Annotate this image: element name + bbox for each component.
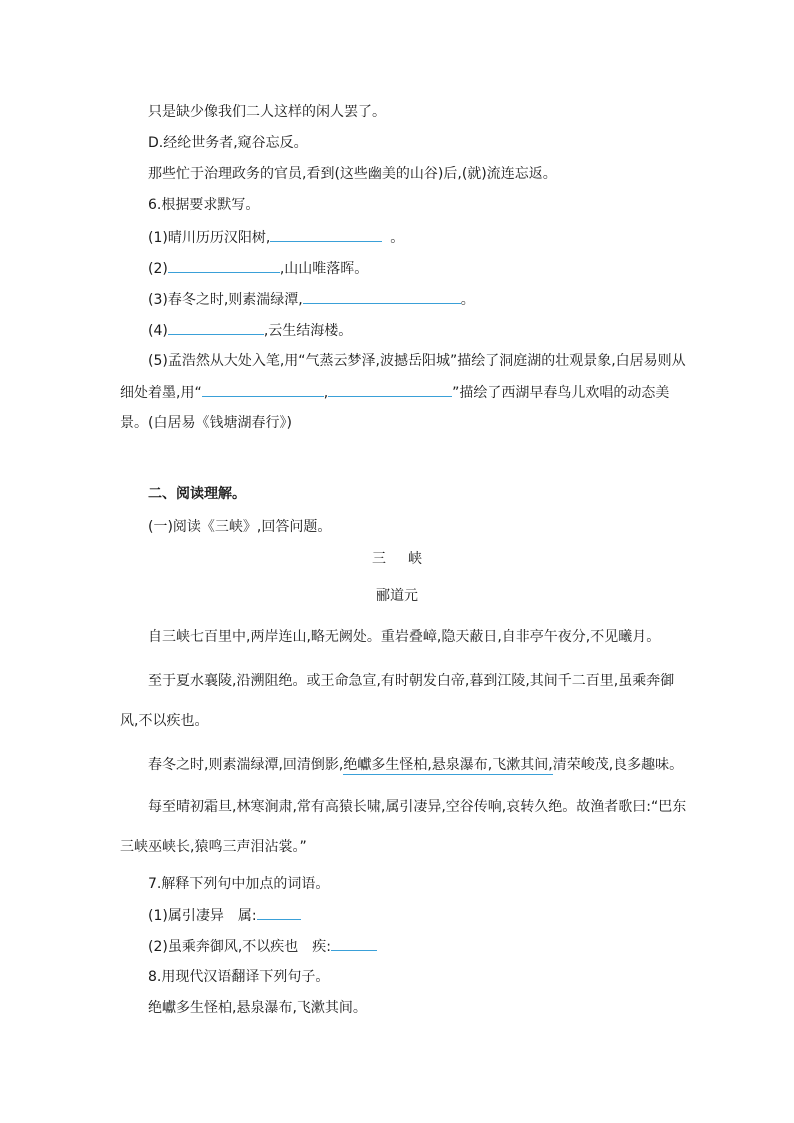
passage-paragraph-cont: 三峡巫峡长,猿鸣三声泪沾裳。” xyxy=(120,839,307,855)
question-heading: 7.解释下列句中加点的词语。 xyxy=(148,876,330,892)
fill-question-4 xyxy=(148,320,352,341)
question-text: (1)属引凄异 属: xyxy=(148,908,257,924)
passage-paragraph: 每至晴初霜旦,林寒涧肃,常有高猿长啸,属引凄异,空谷传响,哀转久绝。故渔者歌曰:“巴东 xyxy=(148,799,687,815)
fill-question-7-2 xyxy=(148,936,377,957)
text-line: 那些忙于治理政务的官员,看到(这些幽美的山谷)后,(就)流连忘返。 xyxy=(148,166,557,182)
passage-text: 春冬之时,则素湍绿潭,回清倒影, xyxy=(148,757,344,773)
question-text: (2) xyxy=(148,261,168,277)
answer-blank[interactable] xyxy=(328,382,452,397)
question-text: (4) xyxy=(148,323,168,339)
passage-paragraph-cont: 风,不以疾也。 xyxy=(120,713,209,729)
text-line: 只是缺少像我们二人这样的闲人罢了。 xyxy=(148,104,386,120)
answer-blank[interactable] xyxy=(331,936,377,951)
answer-blank[interactable] xyxy=(270,227,382,242)
fill-question-5-cont xyxy=(120,382,669,403)
question-heading: 6.根据要求默写。 xyxy=(148,197,260,213)
passage-paragraph: 至于夏水襄陵,沿溯阻绝。或王命急宣,有时朝发白帝,暮到江陵,其间千二百里,虽乘奔御 xyxy=(148,673,675,689)
answer-blank[interactable] xyxy=(168,258,280,273)
answer-blank[interactable] xyxy=(303,289,461,304)
fill-question-1 xyxy=(148,227,404,248)
fill-question-3 xyxy=(148,289,475,310)
answer-blank[interactable] xyxy=(168,320,264,335)
underlined-sentence: 绝巘多生怪柏,悬泉瀑布,飞漱其间, xyxy=(343,757,553,773)
question-text: (3)春冬之时,则素湍绿潭, xyxy=(148,292,303,308)
question-text: ,山山唯落晖。 xyxy=(279,261,369,277)
question-text: 细处着墨,用“ xyxy=(120,385,202,401)
answer-blank[interactable] xyxy=(202,382,324,397)
section-heading: 二、阅读理解。 xyxy=(148,486,246,502)
fill-question-2 xyxy=(148,258,368,279)
question-text: ,云生结海楼。 xyxy=(263,323,353,339)
passage-paragraph xyxy=(148,755,683,775)
question-text: (1)晴川历历汉阳树, xyxy=(148,230,271,246)
question-text: 。 xyxy=(460,292,475,308)
fill-question-5: (5)孟浩然从大处入笔,用“气蒸云梦泽,波撼岳阳城”描绘了洞庭湖的壮观景象,白居易则从 xyxy=(148,353,686,369)
text-line: D.经纶世务者,窥谷忘反。 xyxy=(148,135,308,151)
sub-heading: (一)阅读《三峡》,回答问题。 xyxy=(148,519,332,535)
passage-text: 清荣峻茂,良多趣味。 xyxy=(552,757,684,773)
passage-author: 郦道元 xyxy=(376,588,418,604)
question-text: ”描绘了西湖早春鸟儿欢唱的动态美 xyxy=(452,385,670,401)
text-line: 景。(白居易《钱塘湖春行》) xyxy=(120,415,292,431)
answer-blank[interactable] xyxy=(257,905,301,920)
question-text: 。 xyxy=(390,230,405,246)
translation-sentence: 绝巘多生怪柏,悬泉瀑布,飞漱其间。 xyxy=(148,1000,367,1016)
passage-title: 三峡 xyxy=(372,551,444,567)
question-heading: 8.用现代汉语翻译下列句子。 xyxy=(148,969,330,985)
passage-paragraph: 自三峡七百里中,两岸连山,略无阙处。重岩叠嶂,隐天蔽日,自非亭午夜分,不见曦月。 xyxy=(148,629,661,645)
question-text: (2)虽乘奔御风,不以疾也 疾: xyxy=(148,939,331,955)
question-text: , xyxy=(323,385,329,401)
fill-question-7-1 xyxy=(148,905,301,926)
